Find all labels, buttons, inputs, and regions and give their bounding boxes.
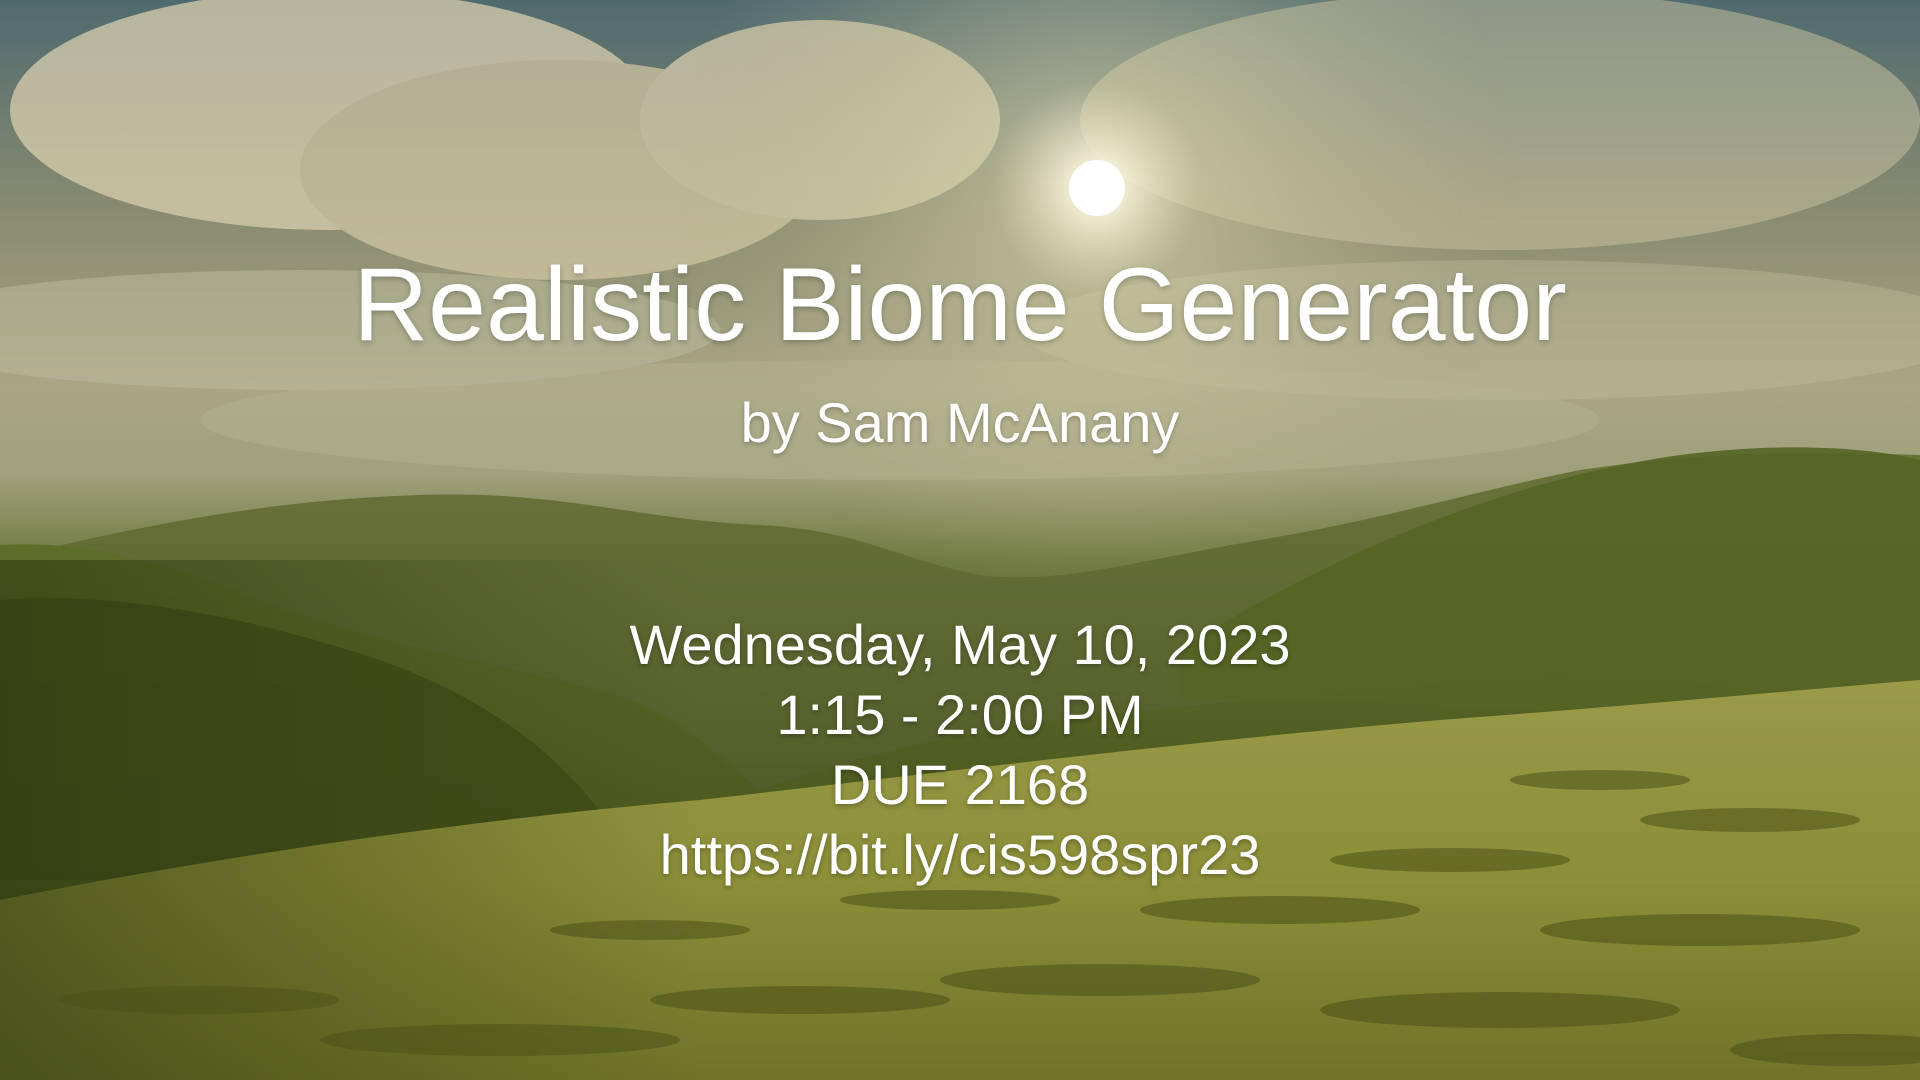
event-location: DUE 2168 — [830, 753, 1090, 816]
author-byline: by Sam McAnany — [740, 391, 1180, 454]
event-link[interactable]: https://bit.ly/cis598spr23 — [659, 823, 1261, 886]
event-time: 1:15 - 2:00 PM — [776, 683, 1144, 746]
slide-title: Realistic Biome Generator — [353, 247, 1567, 363]
event-details — [0, 610, 1920, 890]
event-date: Wednesday, May 10, 2023 — [629, 613, 1291, 676]
